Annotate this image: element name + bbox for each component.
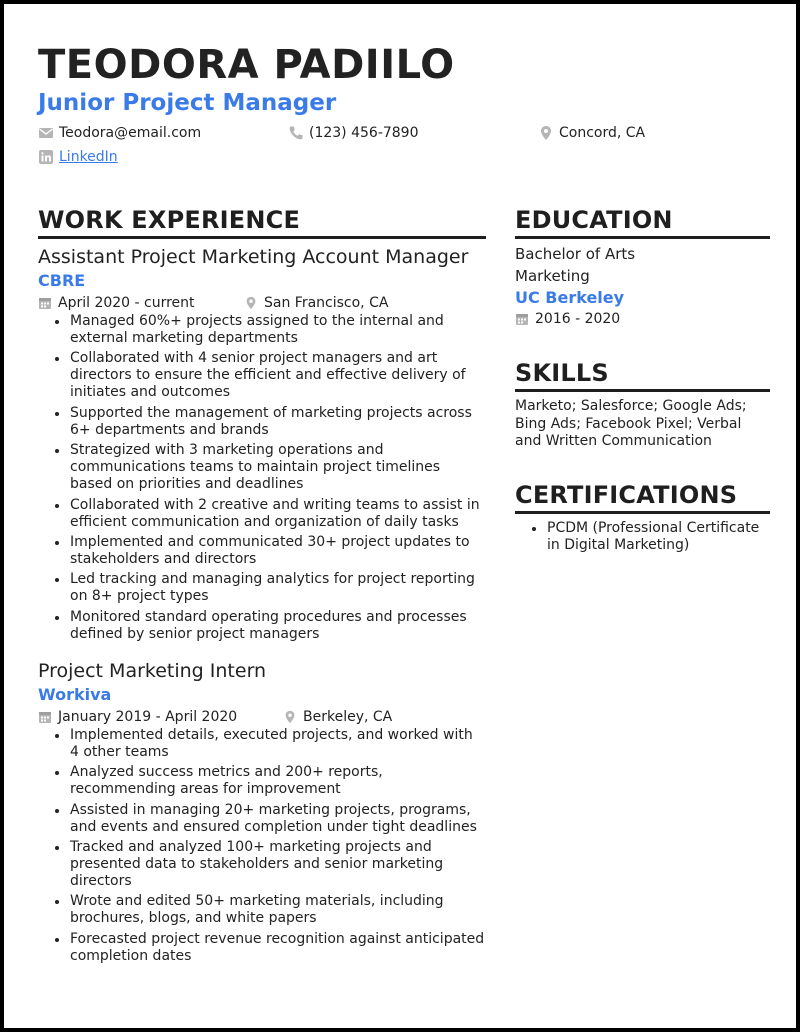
job-dates (38, 293, 195, 313)
job-bullets (52, 727, 486, 965)
job-meta (38, 707, 486, 727)
contact-row-1 (38, 122, 768, 146)
education-dates (515, 309, 620, 329)
list-item: Managed 60%+ projects assigned to the internal and external marketing departments (52, 313, 486, 347)
calendar-icon (38, 710, 52, 724)
job-dates (38, 707, 237, 727)
map-pin-icon (283, 710, 297, 724)
calendar-icon (515, 312, 529, 326)
job-entry (38, 659, 486, 965)
list-item: Supported the management of marketing projects across 6+ departments and brands (52, 405, 486, 439)
envelope-icon (38, 125, 54, 141)
right-column (515, 204, 770, 557)
job-dates-text: January 2019 - April 2020 (58, 708, 238, 725)
map-pin-icon (244, 296, 258, 310)
education-heading: EDUCATION (515, 204, 770, 239)
list-item: PCDM (Professional Certificate in Digital Marketing) (529, 520, 770, 554)
list-item: Assisted in managing 20+ marketing projects, programs, and events and ensured completion under tight deadlines (52, 802, 486, 836)
education-meta (515, 309, 770, 329)
certifications-list (529, 520, 770, 554)
contact-linkedin[interactable] (38, 146, 118, 168)
job-dates-text: April 2020 - current (58, 295, 195, 311)
skills-heading: SKILLS (515, 357, 770, 392)
job-company: CBRE (38, 271, 86, 290)
list-item: Analyzed success metrics and 200+ reports, recommending areas for improvement (52, 764, 486, 798)
list-item: Tracked and analyzed 100+ marketing projects and presented data to stakeholders and senior marketing directors (52, 839, 486, 890)
list-item: Led tracking and managing analytics for project reporting on 8+ project types (52, 571, 486, 605)
list-item: Collaborated with 2 creative and writing teams to assist in efficient communication and organization of daily tasks (52, 497, 486, 531)
phone-icon (288, 125, 304, 141)
map-pin-icon (538, 125, 554, 141)
work-experience-heading: WORK EXPERIENCE (38, 204, 486, 239)
list-item: Implemented details, executed projects, and worked with 4 other teams (52, 727, 486, 761)
contact-row-2 (38, 146, 768, 170)
contact-email (38, 122, 201, 144)
job-location-text: Berkeley, CA (303, 708, 393, 725)
education-entry (515, 243, 770, 329)
job-entry (38, 245, 486, 643)
education-school: UC Berkeley (515, 288, 625, 307)
list-item: Wrote and edited 50+ marketing materials, including brochures, blogs, and white papers (52, 893, 486, 927)
job-bullets (52, 313, 486, 643)
certifications-heading: CERTIFICATIONS (515, 479, 770, 514)
location-text: Concord, CA (559, 125, 646, 141)
job-company: Workiva (38, 684, 112, 704)
candidate-name: TEODORA PADIILO (38, 42, 455, 88)
list-item: Monitored standard operating procedures and processes defined by senior project managers (52, 609, 486, 643)
list-item: Implemented and communicated 30+ project updates to stakeholders and directors (52, 534, 486, 568)
list-item: Strategized with 3 marketing operations and communications teams to maintain project timelines based on priorities and deadlines (52, 442, 486, 493)
skills-text: Marketo; Salesforce; Google Ads; Bing Ads; Facebook Pixel; Verbal and Written Communication (515, 398, 747, 449)
linkedin-link[interactable]: LinkedIn (59, 149, 118, 165)
job-location (244, 293, 388, 313)
job-location-text: San Francisco, CA (264, 295, 389, 311)
phone-text: (123) 456-7890 (309, 125, 419, 141)
linkedin-icon (38, 149, 54, 165)
calendar-icon (38, 296, 52, 310)
resume-header (38, 42, 768, 170)
list-item: Forecasted project revenue recognition against anticipated completion dates (52, 931, 486, 965)
job-role: Assistant Project Marketing Account Manager (38, 246, 469, 268)
education-dates-text: 2016 - 2020 (535, 311, 621, 327)
left-column (38, 204, 486, 968)
email-text: Teodora@email.com (59, 125, 202, 141)
list-item: Collaborated with 4 senior project managers and art directors to ensure the efficient and effective delivery of initiates and outcomes (52, 350, 486, 401)
contact-location (538, 122, 645, 144)
job-role: Project Marketing Intern (38, 659, 267, 682)
contact-phone (288, 122, 419, 144)
education-field: Marketing (515, 267, 590, 285)
education-degree: Bachelor of Arts (515, 245, 636, 263)
job-meta (38, 293, 486, 313)
job-location (283, 707, 392, 727)
candidate-title: Junior Project Manager (38, 90, 337, 116)
